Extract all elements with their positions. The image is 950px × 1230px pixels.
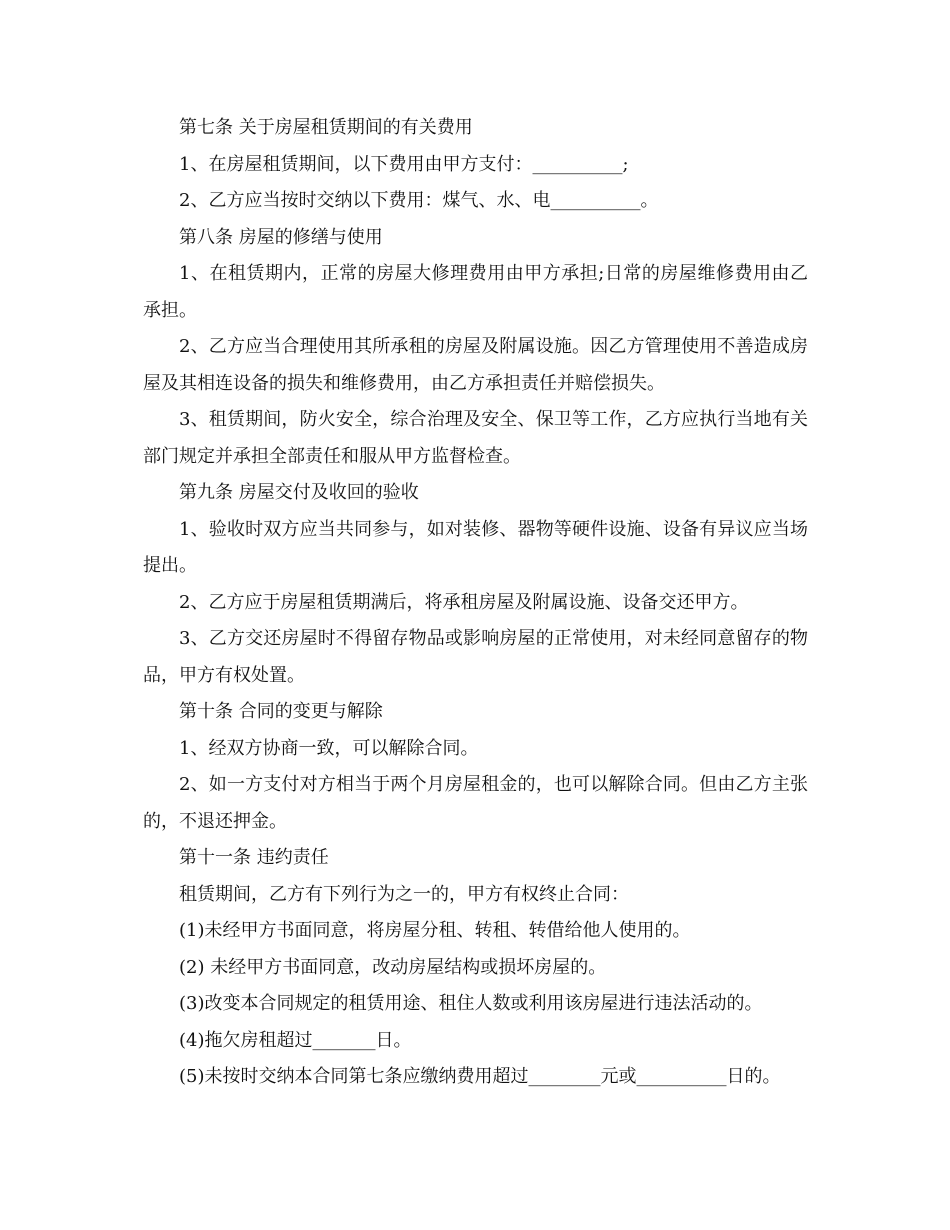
paragraph: 2、乙方应当按时交纳以下费用：煤气、水、电__________。 xyxy=(179,190,659,211)
paragraph: 1、在租赁期内，正常的房屋大修理费用由甲方承担;日常的房屋维修费用由乙承担。 xyxy=(143,263,808,321)
list-item: (2) 未经甲方书面同意，改动房屋结构或损坏房屋的。 xyxy=(179,956,607,978)
heading-article-8: 第八条 房屋的修缮与使用 xyxy=(179,226,383,248)
list-item: (3)改变本合同规定的租赁用途、租住人数或利用该房屋进行违法活动的。 xyxy=(179,993,763,1014)
heading-article-9: 第九条 房屋交付及收回的验收 xyxy=(179,482,419,503)
paragraph: 2、乙方应当合理使用其所承租的房屋及附属设施。因乙方管理使用不善造成房屋及其相连设备的损失和维修费用，由乙方承担责任并赔偿损失。 xyxy=(143,336,808,394)
paragraph: 租赁期间，乙方有下列行为之一的，甲方有权终止合同： xyxy=(179,883,629,905)
paragraph: 3、租赁期间，防火安全，综合治理及安全、保卫等工作，乙方应执行当地有关部门规定并承担全部责任和服从甲方监督检查。 xyxy=(143,409,808,467)
list-item: (1)未经甲方书面同意，将房屋分租、转租、转借给他人使用的。 xyxy=(179,920,691,941)
paragraph: 3、乙方交还房屋时不得留存物品或影响房屋的正常使用，对未经同意留存的物品，甲方有权处置。 xyxy=(143,628,808,686)
paragraph: 1、验收时双方应当共同参与，如对装修、器物等硬件设施、设备有异议应当场提出。 xyxy=(143,518,808,576)
document-body xyxy=(143,110,808,1096)
list-item: (4)拖欠房租超过_______日。 xyxy=(179,1029,412,1051)
paragraph: 2、乙方应于房屋租赁期满后，将承租房屋及附属设施、设备交还甲方。 xyxy=(179,591,749,613)
heading-article-10: 第十条 合同的变更与解除 xyxy=(179,701,383,722)
heading-article-11: 第十一条 违约责任 xyxy=(179,847,329,868)
list-item: (5)未按时交纳本合同第七条应缴纳费用超过________元或__________日的。 xyxy=(179,1066,781,1087)
heading-article-7: 第七条 关于房屋租赁期间的有关费用 xyxy=(179,117,473,138)
paragraph: 1、在房屋租赁期间，以下费用由甲方支付：__________; xyxy=(179,153,629,175)
paragraph: 2、如一方支付对方相当于两个月房屋租金的，也可以解除合同。但由乙方主张的，不退还押金。 xyxy=(143,774,808,832)
paragraph: 1、经双方协商一致，可以解除合同。 xyxy=(179,737,479,759)
